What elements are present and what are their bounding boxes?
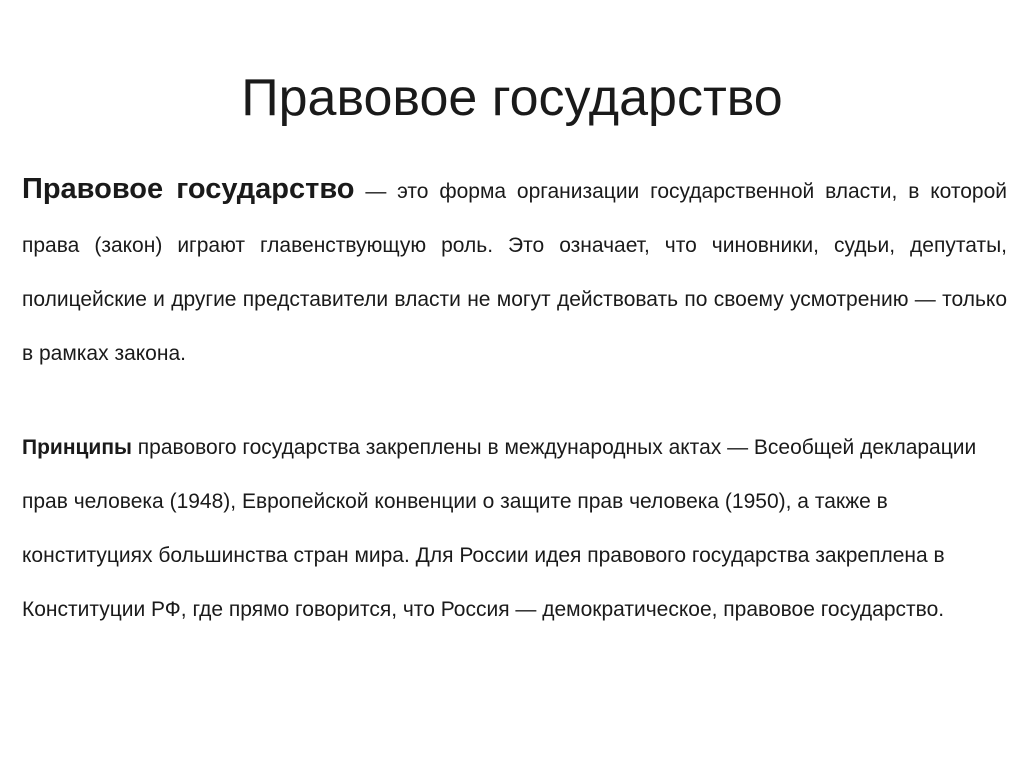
principles-paragraph: [22, 421, 1007, 637]
definition-text: — это форма организации государственной власти, в которой права (закон) играют главенствующую роль. Это означает, что чиновники, судьи, депутаты, полицейские и другие представители власти не могут действовать по своему усмотрению — только в рамках закона.: [22, 180, 1007, 365]
principles-term: Принципы: [22, 436, 132, 459]
definition-paragraph: [22, 162, 1007, 381]
slide-body: [22, 162, 1007, 637]
principles-text: правового государства закреплены в международных актах — Всеобщей декларации прав человека (1948), Европейской конвенции о защите прав человека (1950), а также в конституциях большинства стран мира. Для России идея правового государства закреплена в Конституции РФ, где прямо говорится, что Россия — демократическое, правовое государство.: [22, 436, 977, 621]
slide-title: Правовое государство: [241, 69, 783, 127]
definition-term: Правовое государство: [22, 173, 355, 205]
